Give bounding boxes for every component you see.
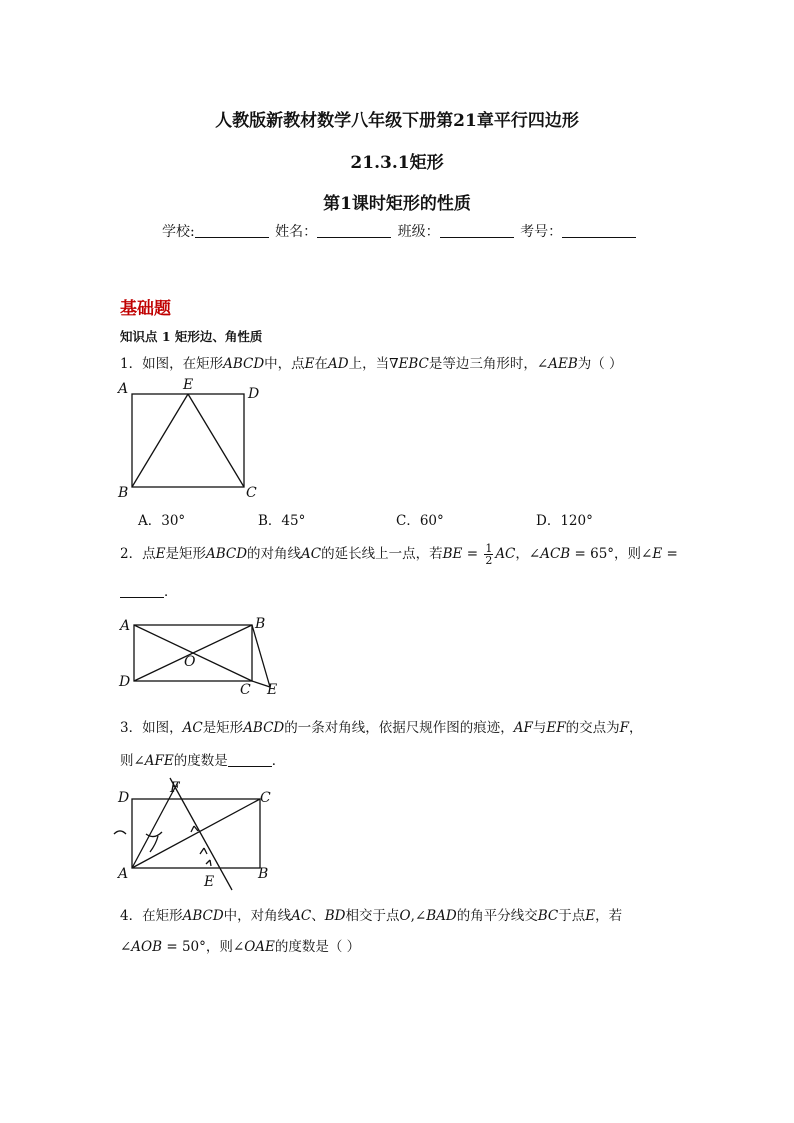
q1-label-d: D	[248, 386, 260, 402]
school-label: 学校:	[162, 224, 195, 240]
number-label: 考号：	[520, 224, 563, 240]
question-3-line-2: 则∠AFE的度数是 ．	[120, 753, 286, 769]
lesson-title: 第1课时矩形的性质	[323, 194, 471, 214]
class-blank[interactable]	[440, 223, 514, 238]
question-2: 2．点E是矩形ABCD的对角线AC的延长线上一点，若BE = $\frac{1}{2}$ AC，∠ACB = 65°，则∠E =	[120, 542, 678, 567]
q1-label-b: B	[118, 485, 129, 501]
q1-option-a[interactable]: A．30°	[138, 513, 186, 529]
q2-label-c: C	[240, 682, 251, 698]
question-4-line-2: ∠AOB = 50°，则∠OAE的度数是（ ）	[120, 939, 361, 955]
q2-label-e: E	[267, 682, 278, 698]
number-blank[interactable]	[562, 223, 636, 238]
section-heading: 基础题	[120, 299, 171, 319]
q3-label-c: C	[260, 790, 271, 806]
q3-figure	[112, 774, 292, 894]
q2-label-d: D	[119, 674, 131, 690]
q3-label-a: A	[118, 866, 129, 882]
fraction-one-half: $\frac{1}{2}$	[485, 542, 493, 567]
q3-label-b: B	[258, 866, 269, 882]
document-title: 人教版新教材数学八年级下册第21章平行四边形	[215, 111, 579, 131]
question-2-line-2: ．	[120, 580, 178, 600]
q2-figure	[112, 612, 292, 702]
student-info-row	[162, 221, 638, 241]
q1-label-e: E	[183, 377, 194, 393]
question-3: 3．如图，AC是矩形ABCD的一条对角线，依据尺规作图的痕迹，AF与EF的交点为F，	[120, 720, 643, 736]
q1-option-c[interactable]: C．60°	[396, 513, 444, 529]
question-4: 4．在矩形ABCD中，对角线AC、BD相交于点O,∠BAD的角平分线交BC于点E，若	[120, 908, 623, 924]
q3-answer-blank[interactable]	[228, 754, 272, 767]
q3-label-d: D	[118, 790, 130, 806]
name-label: 姓名：	[275, 224, 318, 240]
class-label: 班级：	[397, 224, 440, 240]
q1-option-d[interactable]: D．120°	[536, 513, 593, 529]
q2-answer-blank[interactable]	[120, 585, 164, 598]
q1-label-a: A	[118, 381, 129, 397]
q3-label-f: F	[170, 780, 180, 796]
q1-figure	[112, 376, 272, 502]
q2-label-b: B	[255, 616, 266, 632]
q3-label-e: E	[204, 874, 215, 890]
knowledge-point-heading: 知识点 1 矩形边、角性质	[120, 329, 263, 344]
q1-label-c: C	[246, 485, 257, 501]
q1-option-b[interactable]: B．45°	[258, 513, 306, 529]
question-1: 1．如图，在矩形ABCD中，点E在AD上，当∇EBC是等边三角形时，∠AEB为（ ）	[120, 356, 623, 372]
name-blank[interactable]	[317, 223, 391, 238]
q2-label-a: A	[120, 618, 131, 634]
q2-label-o: O	[184, 654, 196, 670]
section-number-title: 21.3.1矩形	[350, 153, 444, 173]
school-blank[interactable]	[195, 223, 269, 238]
